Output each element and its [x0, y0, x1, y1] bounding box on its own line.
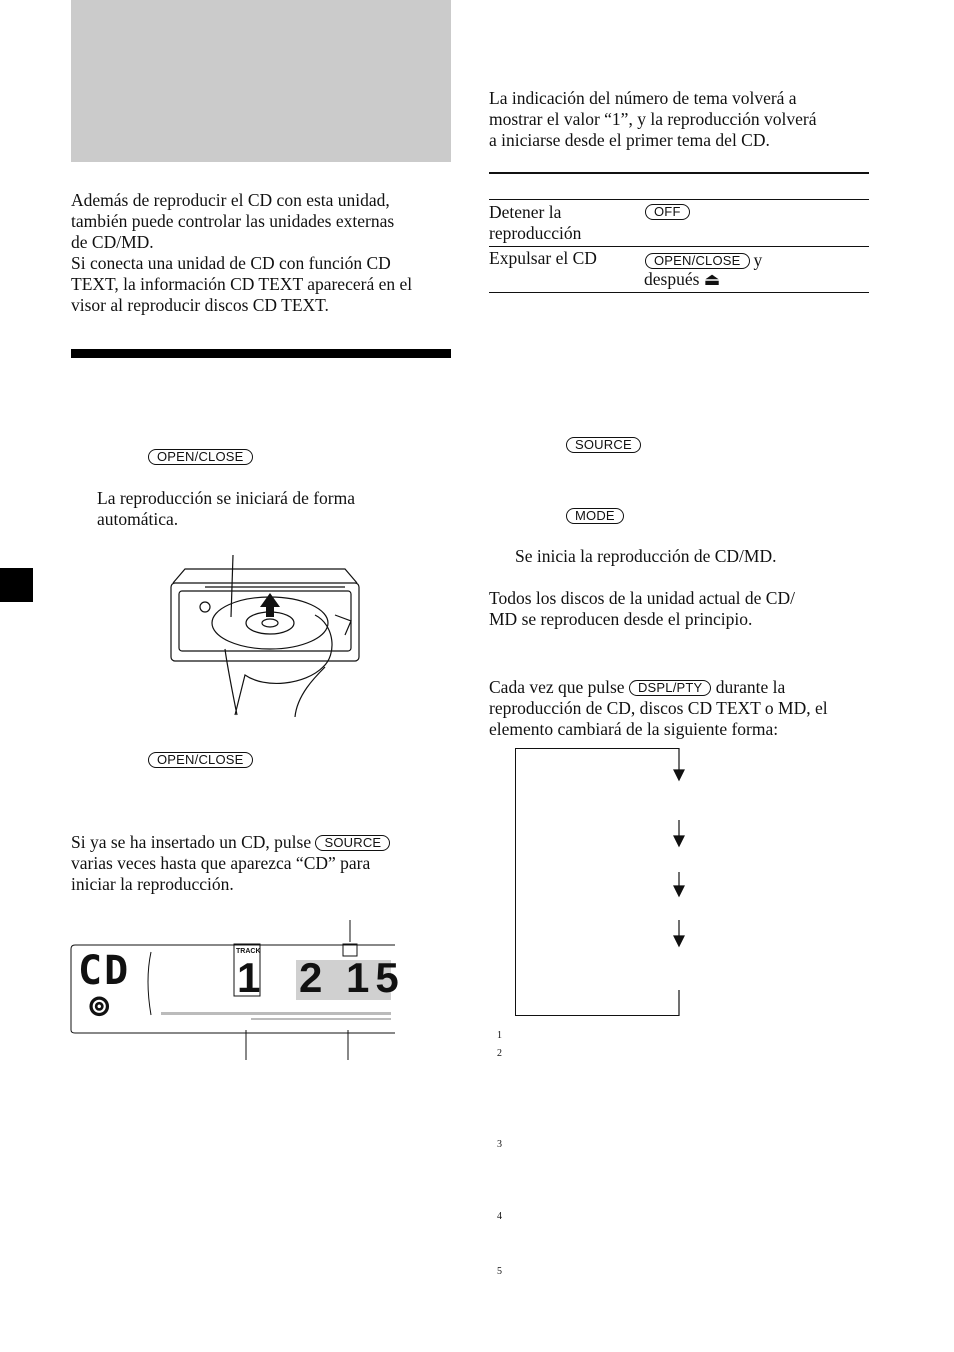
footnote-marker-5: 5 — [497, 1266, 502, 1277]
lcd-display-illustration — [71, 920, 405, 1065]
step1-result: La reproducción se iniciará de forma automática. — [97, 488, 355, 529]
cd-insert-illustration — [165, 555, 365, 725]
intro-paragraph: Además de reproducir el CD con esta unidad, también puede controlar las unidades externas de CD/MD. Si conecta una unidad de CD con función CD TEXT, la información CD TEXT aparecerá en el visor al reproducir discos CD TEXT. — [71, 190, 413, 315]
table-row-eject-method: OPEN/CLOSE y — [645, 250, 762, 271]
source-button-left[interactable]: SOURCE — [315, 835, 390, 851]
dspl-pty-button[interactable]: DSPL/PTY — [629, 680, 711, 696]
off-button[interactable]: OFF — [645, 204, 690, 222]
table-bottom-rule — [489, 292, 869, 293]
disc-icon: ⊚ — [89, 986, 110, 1026]
footnote-marker-4: 4 — [497, 1211, 502, 1222]
already-inserted-paragraph: Si ya se ha insertado un CD, pulse SOURCE varias veces hasta que aparezca “CD” para iniciar la reproducción. — [71, 832, 471, 895]
lcd-track-number: 1 — [237, 954, 261, 1001]
lcd-source: CD — [78, 948, 131, 994]
section-rule — [71, 349, 451, 358]
repeat-note: La indicación del número de tema volverá a mostrar el valor “1”, y la reproducción volverá a iniciarse desde el primer tema del CD. — [489, 88, 817, 150]
all-discs-paragraph: Todos los discos de la unidad actual de CD/ MD se reproducen desde el principio. — [489, 588, 795, 629]
table-row-eject-then: después ⏏ — [644, 269, 721, 289]
footnote-marker-1: 1 — [497, 1030, 502, 1041]
side-tab — [0, 568, 33, 602]
dspl-paragraph: Cada vez que pulse DSPL/PTY durante la reproducción de CD, discos CD TEXT o MD, el elemento cambiará de la siguiente forma: — [489, 677, 828, 739]
arrow-down-icon — [674, 936, 684, 946]
table-top-rule — [489, 172, 869, 174]
open-close-button-2[interactable]: OPEN/CLOSE — [148, 752, 253, 770]
open-close-button-1[interactable]: OPEN/CLOSE — [148, 449, 253, 467]
header-gray-box — [71, 0, 451, 162]
footnote-marker-2: 2 — [497, 1048, 502, 1059]
source-button-right[interactable]: SOURCE — [566, 437, 641, 455]
footnote-marker-3: 3 — [497, 1139, 502, 1150]
arrow-down-icon — [674, 770, 684, 780]
display-cycle-box — [515, 748, 679, 1016]
mode-button[interactable]: MODE — [566, 508, 624, 526]
lcd-track-label: TRACK — [236, 948, 261, 955]
display-cycle-arrows — [670, 748, 690, 1018]
table-row-stop-action: Detener la reproducción — [489, 202, 582, 243]
cdmd-start-text: Se inicia la reproducción de CD/MD. — [515, 546, 777, 566]
table-header-rule — [489, 199, 869, 200]
lcd-time: 2 15 — [299, 954, 405, 1001]
table-row-eject-action: Expulsar el CD — [489, 248, 597, 268]
arrow-down-icon — [674, 836, 684, 846]
open-close-button-table[interactable]: OPEN/CLOSE — [645, 253, 750, 269]
table-row-rule — [489, 246, 869, 247]
arrow-down-icon — [674, 886, 684, 896]
